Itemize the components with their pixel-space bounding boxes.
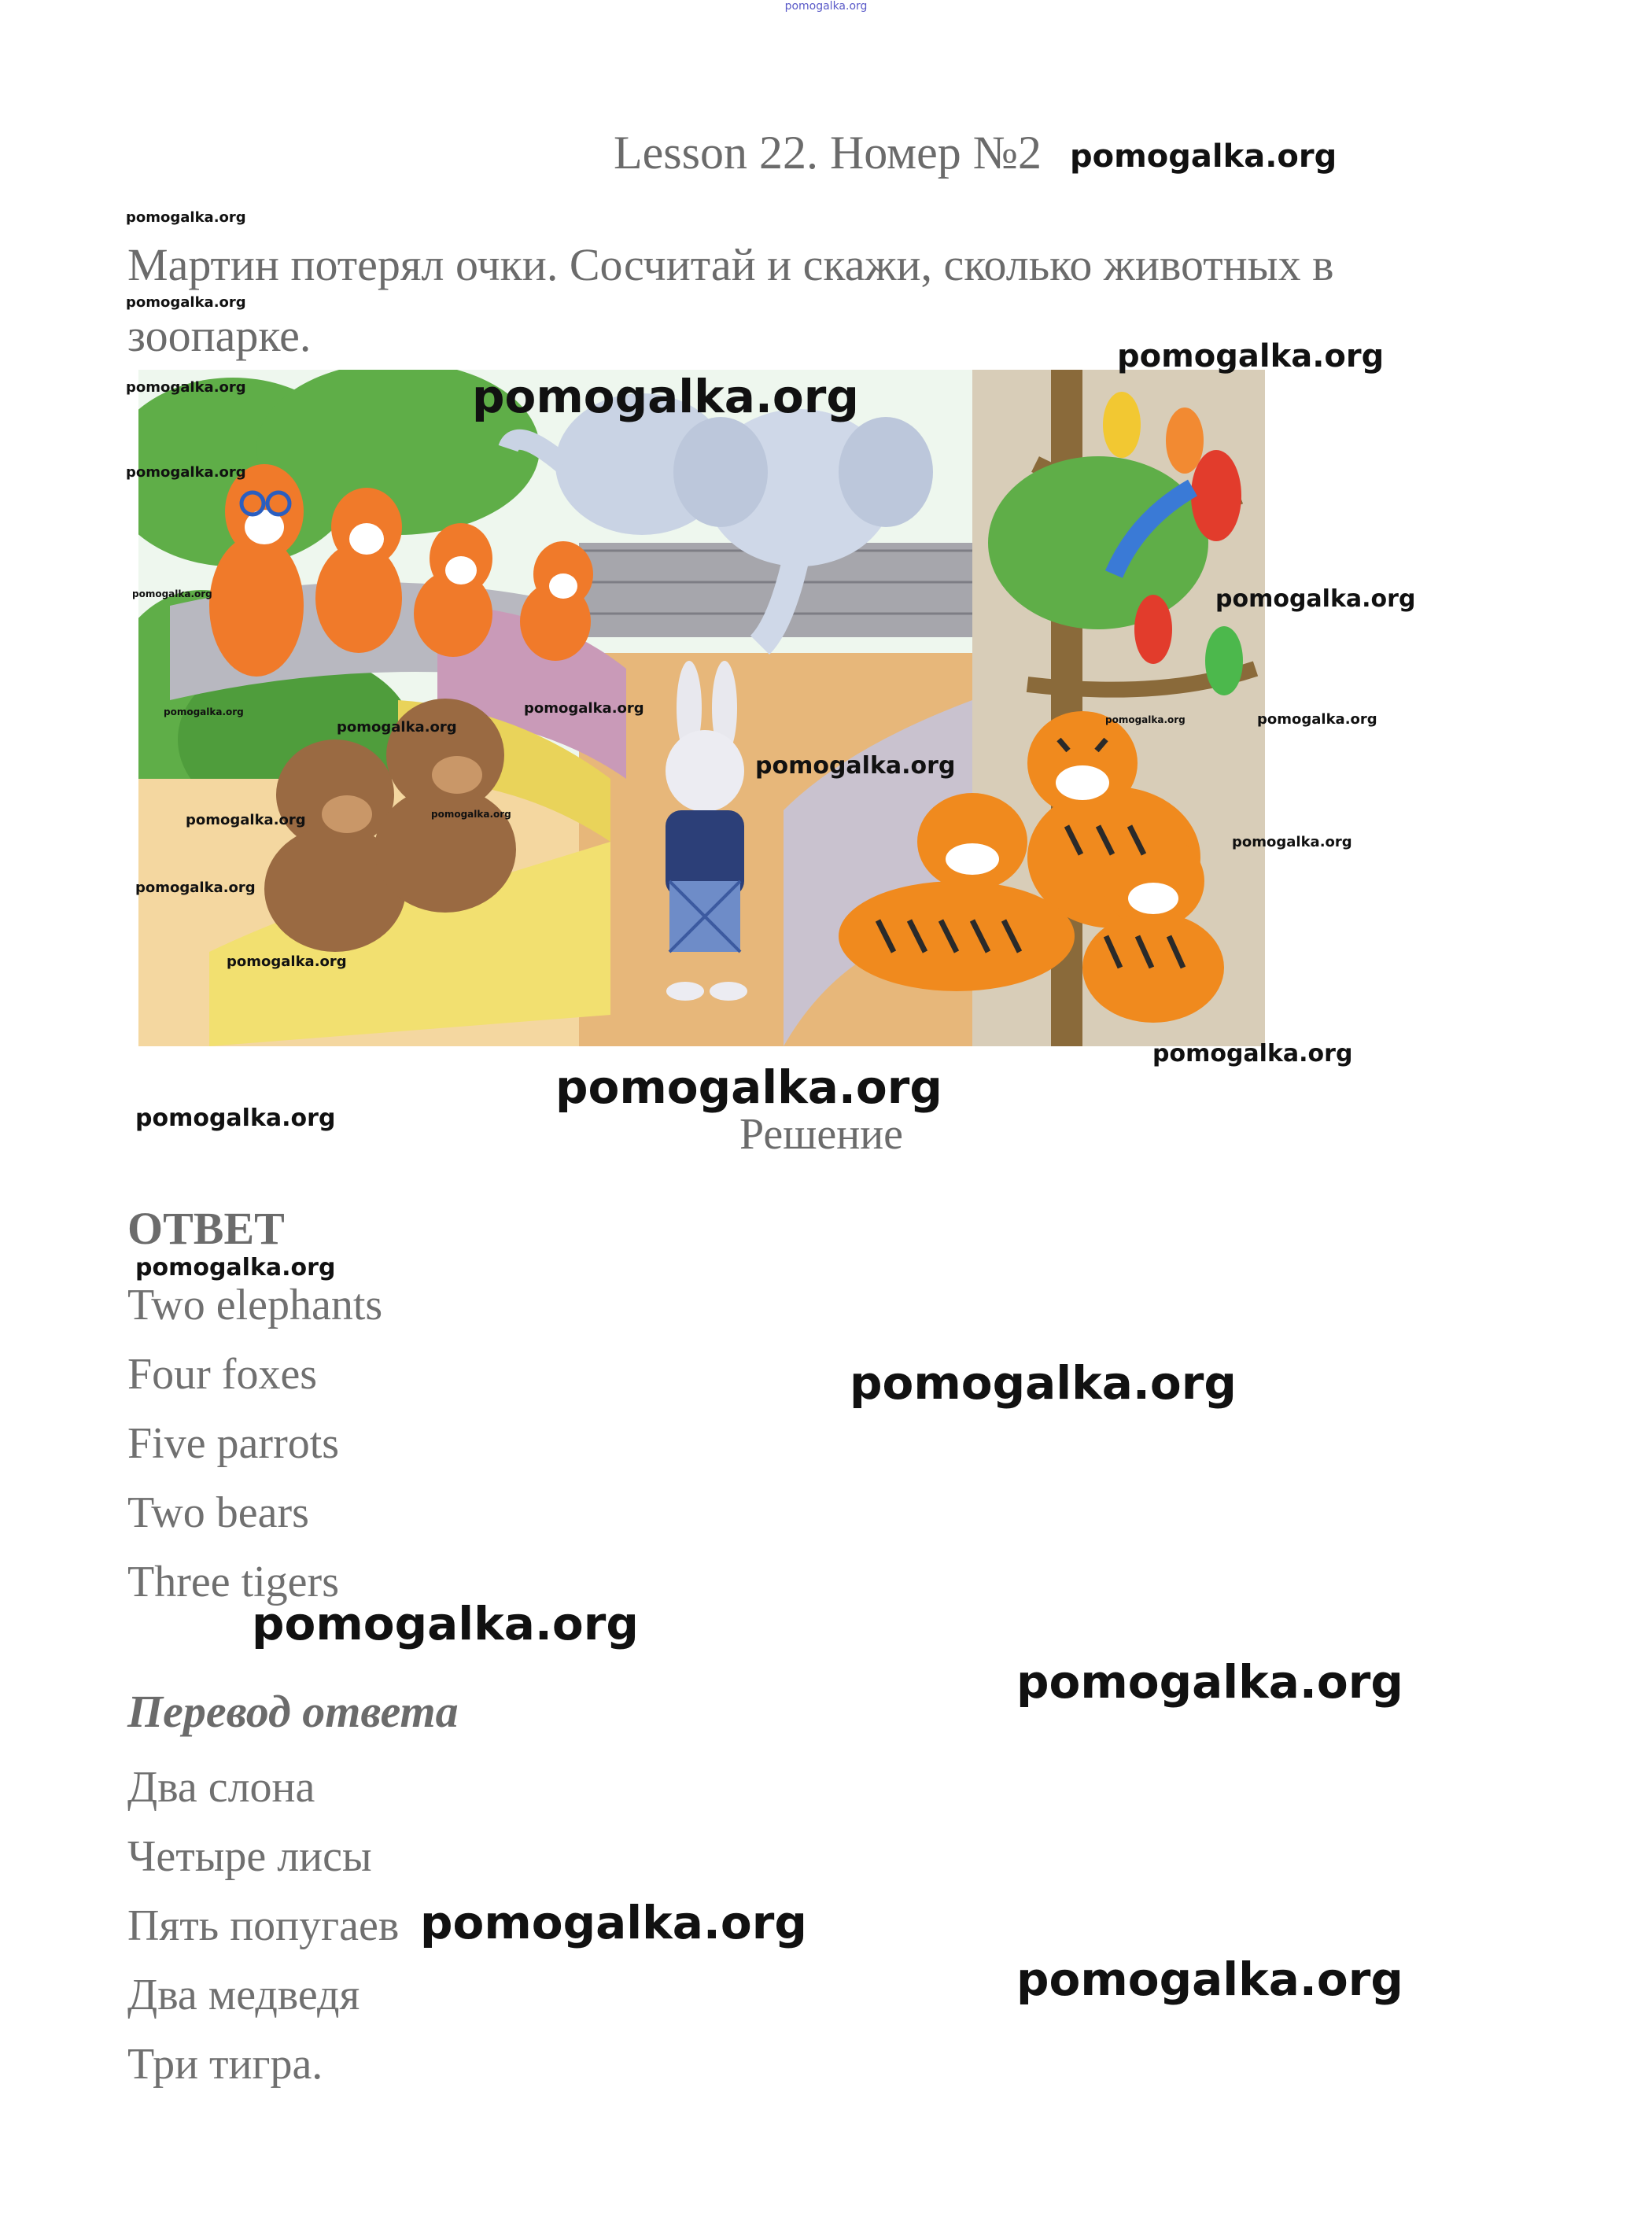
zoo-illustration xyxy=(138,370,1265,1046)
page-title: Lesson 22. Номер №2 xyxy=(614,127,1042,179)
watermark: pomogalka.org xyxy=(1232,834,1352,850)
watermark: pomogalka.org xyxy=(431,809,511,820)
watermark: pomogalka.org xyxy=(1257,711,1377,728)
watermark: pomogalka.org xyxy=(1070,138,1337,175)
translation-list xyxy=(127,1753,399,2099)
watermark: pomogalka.org xyxy=(126,294,246,311)
watermark: pomogalka.org xyxy=(850,1356,1237,1410)
translation-item: Два слона xyxy=(127,1763,315,1812)
solution-label: Решение xyxy=(739,1110,904,1159)
translation-item: Два медведя xyxy=(127,1971,360,2019)
watermark: pomogalka.org xyxy=(420,1896,807,1949)
watermark: pomogalka.org xyxy=(1215,585,1416,613)
watermark: pomogalka.org xyxy=(135,1254,336,1281)
translation-item: Три тигра. xyxy=(127,2040,323,2089)
site-mark[interactable]: pomogalka.org xyxy=(784,0,868,13)
watermark: pomogalka.org xyxy=(186,812,306,828)
watermark: pomogalka.org xyxy=(132,588,212,599)
watermark: pomogalka.org xyxy=(1105,714,1186,725)
watermark: pomogalka.org xyxy=(555,1060,942,1114)
translation-heading: Перевод ответа xyxy=(127,1686,459,1737)
answer-heading: ОТВЕТ xyxy=(127,1203,285,1254)
watermark: pomogalka.org xyxy=(126,379,246,396)
watermark: pomogalka.org xyxy=(524,700,644,717)
answer-list xyxy=(127,1270,382,1617)
watermark: pomogalka.org xyxy=(126,464,246,481)
answer-item: Five parrots xyxy=(127,1419,340,1468)
translation-item: Пять попугаев xyxy=(127,1901,400,1950)
watermark: pomogalka.org xyxy=(126,209,246,226)
watermark: pomogalka.org xyxy=(755,752,956,780)
answer-item: Two elephants xyxy=(127,1281,383,1329)
watermark: pomogalka.org xyxy=(135,1104,336,1132)
watermark: pomogalka.org xyxy=(252,1597,639,1650)
watermark: pomogalka.org xyxy=(337,719,457,736)
answer-item: Three tigers xyxy=(127,1558,339,1606)
translation-item: Четыре лисы xyxy=(127,1832,372,1881)
answer-item: Two bears xyxy=(127,1488,309,1537)
watermark: pomogalka.org xyxy=(227,953,347,970)
watermark: pomogalka.org xyxy=(472,370,859,423)
watermark: pomogalka.org xyxy=(1152,1040,1353,1068)
watermark: pomogalka.org xyxy=(1016,1953,1403,2006)
watermark: pomogalka.org xyxy=(1117,338,1385,374)
watermark: pomogalka.org xyxy=(164,706,244,717)
answer-item: Four foxes xyxy=(127,1350,318,1399)
task-text: Мартин потерял очки. Сосчитай и скажи, сколько животных в зоопарке. xyxy=(127,239,1334,361)
watermark: pomogalka.org xyxy=(1016,1655,1403,1709)
watermark: pomogalka.org xyxy=(135,880,256,896)
